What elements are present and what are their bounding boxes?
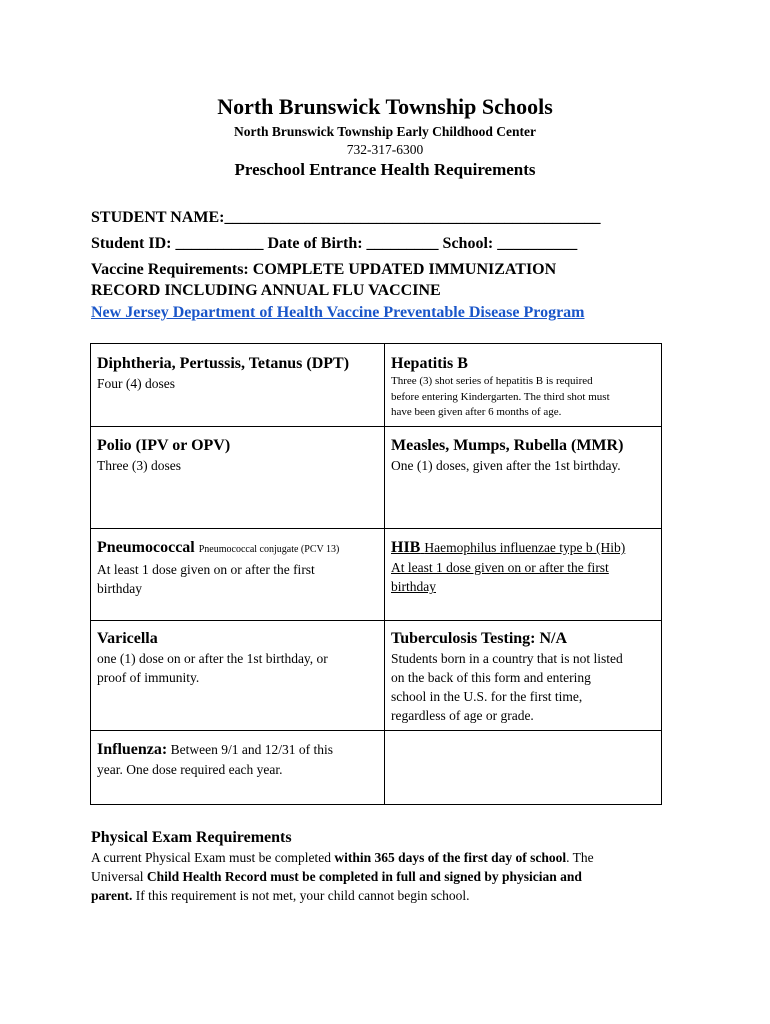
cell-influenza [91, 740, 384, 779]
cell-tuberculosis [385, 629, 661, 725]
tb-body-4: regardless of age or grade. [391, 708, 534, 723]
flu-body-2: year. One dose required each year. [97, 762, 283, 777]
hepb-body-2: before entering Kindergarten. The third shot must [391, 390, 610, 403]
dpt-body: Four (4) doses [97, 376, 175, 391]
hib-body-1: At least 1 dose given on or after the first [391, 560, 609, 575]
vaccine-requirements-line2: RECORD INCLUDING ANNUAL FLU VACCINE [91, 282, 441, 299]
njdoh-vaccine-link[interactable]: New Jersey Department of Health Vaccine Preventable Disease Program [91, 304, 585, 321]
pe-bold-text: parent. [91, 888, 133, 903]
cell-hib [385, 538, 661, 596]
flu-title: Influenza: [97, 741, 168, 758]
table-divider [91, 426, 661, 427]
pe-line-1 [91, 848, 671, 867]
pneumo-body-1: At least 1 dose given on or after the first [97, 562, 315, 577]
pe-bold-text: Child Health Record must be completed in full and signed by physician and [146, 869, 582, 884]
pneumo-subtitle: Pneumococcal conjugate (PCV 13) [198, 544, 340, 555]
varicella-body-2: proof of immunity. [97, 670, 200, 685]
tb-title: Tuberculosis Testing: N/A [391, 630, 568, 647]
varicella-body-1: one (1) dose on or after the 1st birthday, or [97, 651, 328, 666]
tb-body-1: Students born in a country that is not listed [391, 651, 623, 666]
pe-text: If this requirement is not met, your child cannot begin school. [132, 888, 470, 903]
physical-exam-body [91, 848, 671, 905]
pe-bold-text: within 365 days of the first day of school [334, 850, 567, 865]
pneumo-title-line [97, 538, 378, 560]
physical-exam-title: Physical Exam Requirements [91, 829, 292, 846]
dpt-title: Diphtheria, Pertussis, Tetanus (DPT) [97, 355, 350, 372]
tb-body-2: on the back of this form and entering [391, 670, 591, 685]
hib-subtitle: Haemophilus influenzae type b (Hib) [424, 540, 626, 555]
flu-line-1 [97, 740, 378, 760]
varicella-title: Varicella [97, 630, 158, 647]
hepb-body-1: Three (3) shot series of hepatitis B is required [391, 375, 593, 387]
form-heading: Preschool Entrance Health Requirements [234, 160, 536, 179]
table-divider [91, 730, 661, 731]
cell-dpt [91, 354, 384, 393]
table-divider [91, 528, 661, 529]
mmr-body: One (1) doses, given after the 1st birthday. [391, 458, 621, 473]
hib-body-2: birthday [391, 579, 436, 594]
hib-title-line [391, 538, 655, 558]
pe-text: A current Physical Exam must be completed [91, 850, 335, 865]
polio-body: Three (3) doses [97, 458, 181, 473]
pe-line-3 [91, 886, 671, 905]
cell-pneumococcal [91, 538, 384, 598]
pe-text: Universal [91, 869, 147, 884]
cell-polio [91, 436, 384, 475]
student-name-field[interactable]: STUDENT NAME:_______________________________________________ [91, 209, 601, 226]
cell-hepatitis-b [385, 354, 661, 421]
tb-body-3: school in the U.S. for the first time, [391, 689, 583, 704]
pneumo-title: Pneumococcal [97, 539, 195, 556]
polio-title: Polio (IPV or OPV) [97, 437, 231, 454]
hepb-body-3: have been given after 6 months of age. [391, 406, 562, 418]
district-title: North Brunswick Township Schools [217, 94, 553, 119]
vaccine-requirements-line1: Vaccine Requirements: COMPLETE UPDATED IMMUNIZATION [91, 261, 557, 278]
cell-varicella [91, 629, 384, 687]
cell-mmr [385, 436, 661, 475]
flu-body-1: Between 9/1 and 12/31 of this [167, 742, 333, 757]
vaccine-table [90, 343, 662, 805]
student-id-dob-school-fields[interactable]: Student ID: ___________ Date of Birth: _________ School: __________ [91, 235, 578, 252]
phone-number: 732-317-6300 [346, 142, 424, 157]
pe-line-2 [91, 867, 671, 886]
hib-title: HIB [391, 539, 421, 556]
mmr-title: Measles, Mumps, Rubella (MMR) [391, 437, 624, 454]
table-divider [91, 620, 661, 621]
pneumo-body-2: birthday [97, 581, 142, 596]
center-name: North Brunswick Township Early Childhood Center [234, 124, 536, 139]
hepb-title: Hepatitis B [391, 355, 468, 372]
pe-text: . The [566, 850, 594, 865]
